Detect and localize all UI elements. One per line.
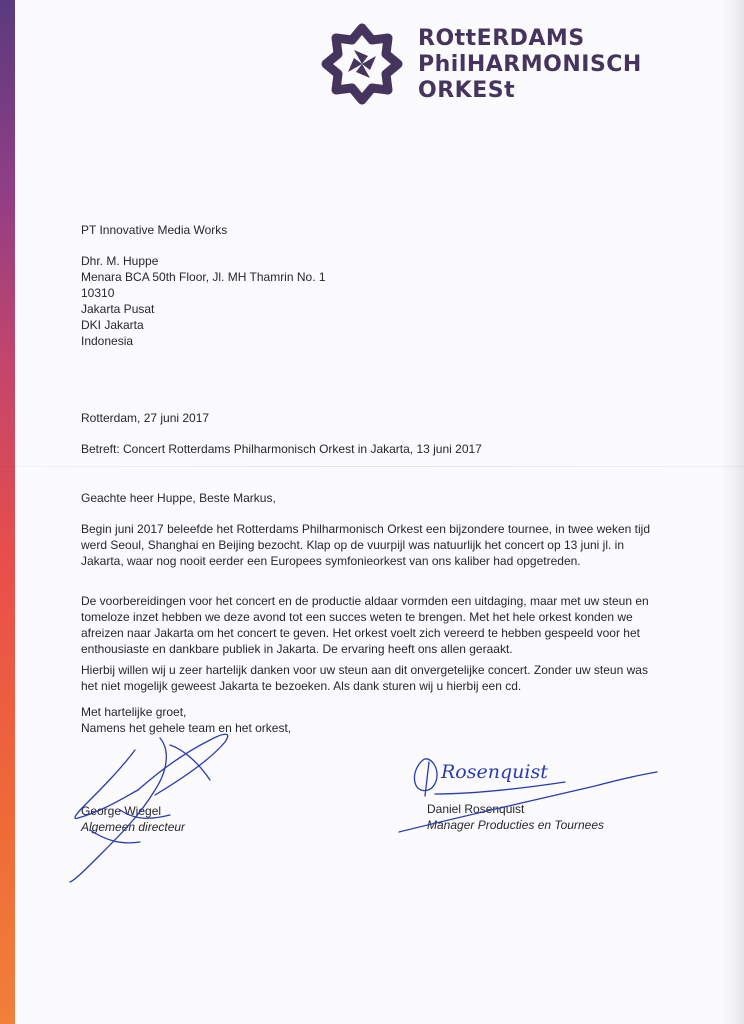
recipient-country: Indonesia: [81, 334, 134, 348]
body-paragraph-1: Begin juni 2017 beleefde het Rotterdams Philharmonisch Orkest een bijzondere tournee, in twee weken tijd werd Seoul, Shanghai en Beijing bezocht. Klap op de vuurpijl was natuurlijk het concert op 13 juni jl. in Jakarta, waar nog nooit eerder een Europees symfonieorkest van ons kaliber had opgetreden.: [81, 522, 651, 568]
wordmark-line-2: PhilHARMONISCH: [418, 52, 642, 77]
signature-daniel-rosenquist: [395, 748, 665, 838]
letterhead-logo: [320, 22, 640, 112]
wordmark-line-3: ORKESt: [418, 78, 516, 103]
paper-edge: [720, 0, 744, 1024]
recipient-address: Menara BCA 50th Floor, Jl. MH Thamrin No. 1: [81, 270, 326, 284]
signatory-2-name: Daniel Rosenquist: [427, 802, 525, 816]
closing-on-behalf: Namens het gehele team en het orkest,: [81, 721, 292, 735]
recipient-name: Dhr. M. Huppe: [81, 254, 159, 268]
salutation: Geachte heer Huppe, Beste Markus,: [81, 491, 276, 505]
letterhead-wordmark: [418, 26, 642, 104]
recipient-city: Jakarta Pusat: [81, 302, 155, 316]
closing-greeting: Met hartelijke groet,: [81, 705, 187, 719]
brand-accent-bar: [0, 0, 15, 1024]
signature-george-wiegel: [60, 720, 260, 890]
signatory-1-title: Algemeen directeur: [81, 820, 186, 834]
letter-subject: Betreft: Concert Rotterdams Philharmonisch Orkest in Jakarta, 13 juni 2017: [81, 442, 482, 456]
signature-script: Rosenquist: [441, 761, 548, 783]
rpho-star-logo-icon: [320, 22, 404, 106]
letter-date: Rotterdam, 27 juni 2017: [81, 411, 210, 425]
recipient-postcode: 10310: [81, 286, 115, 300]
signatory-1-name: George Wiegel: [81, 804, 162, 818]
body-paragraph-2: De voorbereidingen voor het concert en de productie aldaar vormden een uitdaging, maar met uw steun en tomeloze inzet hebben we deze avond tot een succes weten te brengen. Met het hele orkest konden we afreizen naar Jakarta om het concert te geven. Het orkest voelt zich vereerd te hebben gespeeld voor het enthousiaste en dankbare publiek in Jakarta. De ervaring heeft ons allen geraakt.: [81, 594, 649, 656]
recipient-company: PT Innovative Media Works: [81, 223, 228, 237]
body-paragraph-3: Hierbij willen wij u zeer hartelijk danken voor uw steun aan dit onvergetelijke concert. Zonder uw steun was het niet mogelijk geweest Jakarta te bezoeken. Als dank sturen wij u hierbij een cd.: [81, 663, 648, 693]
wordmark-line-1: ROttERDAMS: [418, 26, 585, 51]
recipient-region: DKI Jakarta: [81, 318, 144, 332]
signatory-2-title: Manager Producties en Tournees: [427, 818, 604, 832]
